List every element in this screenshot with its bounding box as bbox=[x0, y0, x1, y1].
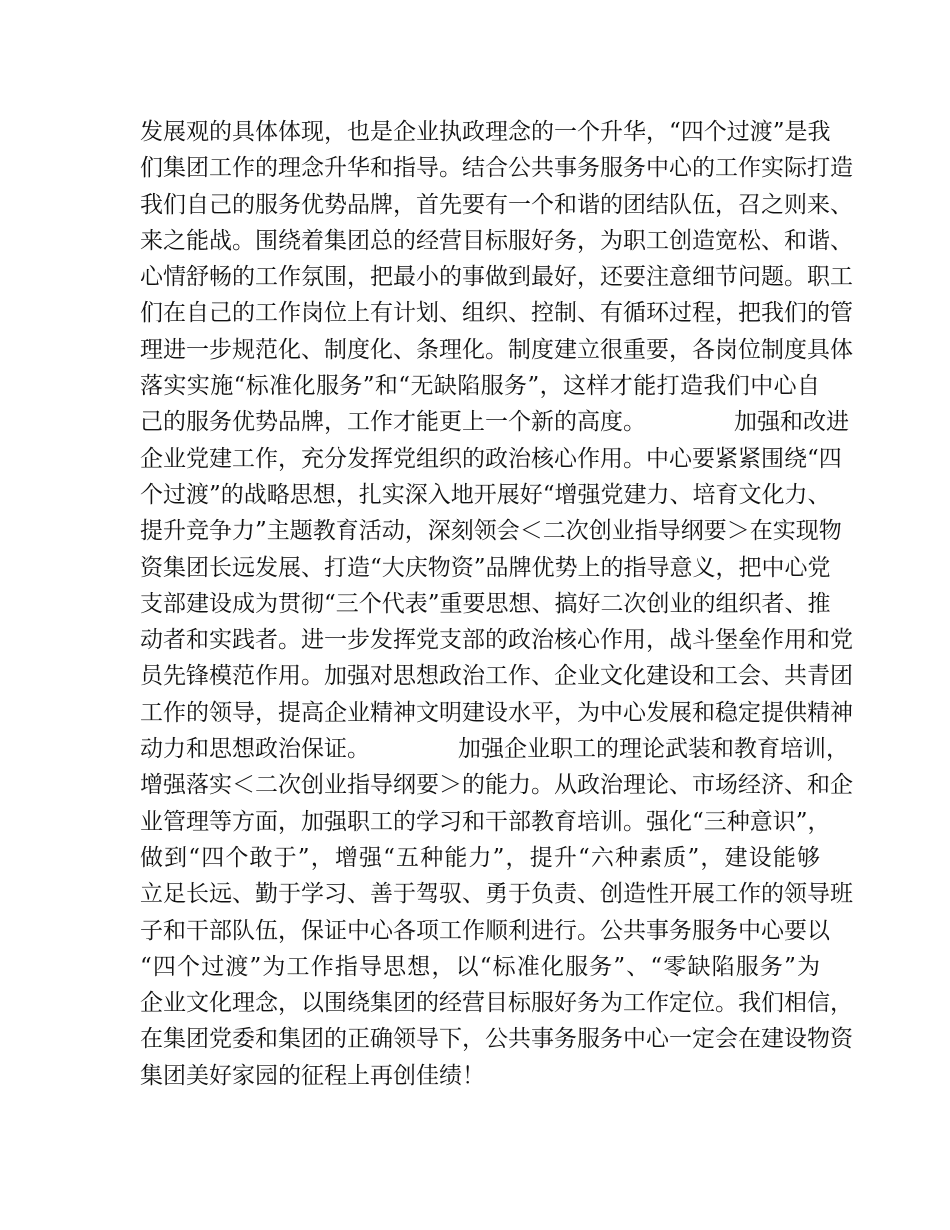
text-line: 们集团工作的理念升华和指导。结合公共事务服务中心的工作实际打造 bbox=[140, 155, 853, 182]
text-line: 增强落实＜二次创业指导纲要＞的能力。从政治理论、市场经济、和企 bbox=[140, 772, 853, 799]
text-line: 发展观的具体体现，也是企业执政理念的一个升华，“四个过渡”是我 bbox=[140, 119, 831, 145]
text-line: 提升竞争力”主题教育活动，深刻领会＜二次创业指导纲要＞在实现物 bbox=[140, 518, 842, 545]
text-line: 业管理等方面，加强职工的学习和干部教育培训。强化“三种意识”， bbox=[140, 808, 831, 835]
section-lead-text: 加强企业职工的理论武装和教育培训， bbox=[458, 736, 849, 763]
text-line: 资集团长远发展、打造“大庆物资”品牌优势上的指导意义，把中心党 bbox=[140, 554, 831, 581]
text-line-last: 集团美好家园的征程上再创佳绩！ bbox=[140, 1062, 485, 1089]
section-lead-text: 加强和改进 bbox=[734, 409, 849, 436]
text-line: 落实实施“标准化服务”和“无缺陷服务”，这样才能打造我们中心自 bbox=[140, 373, 820, 400]
text-line: 我们自己的服务优势品牌，首先要有一个和谐的团结队伍，召之则来、 bbox=[140, 191, 853, 218]
text-line: 来之能战。围绕着集团总的经营目标服好务，为职工创造宽松、和谐、 bbox=[140, 227, 853, 254]
text-line: 动者和实践者。进一步发挥党支部的政治核心作用，战斗堡垒作用和党 bbox=[140, 627, 853, 654]
text-line: 子和干部队伍，保证中心各项工作顺利进行。公共事务服务中心要以 bbox=[140, 917, 830, 944]
text-line: 企业文化理念，以围绕集团的经营目标服好务为工作定位。我们相信， bbox=[140, 990, 853, 1017]
document-body bbox=[140, 114, 853, 1094]
text-line: 工作的领导，提高企业精神文明建设水平，为中心发展和稳定提供精神 bbox=[140, 699, 853, 726]
text-line: 员先锋模范作用。加强对思想政治工作、企业文化建设和工会、共青团 bbox=[140, 663, 853, 690]
text-line: 心情舒畅的工作氛围，把最小的事做到最好，还要注意细节问题。职工 bbox=[140, 264, 853, 291]
text-line: “四个过渡”为工作指导思想，以“标准化服务”、“零缺陷服务”为 bbox=[140, 953, 820, 980]
text-line: 理进一步规范化、制度化、条理化。制度建立很重要，各岗位制度具体 bbox=[140, 336, 853, 363]
paragraph-end-text: 动力和思想政治保证。 bbox=[140, 736, 370, 763]
text-line: 立足长远、勤于学习、善于驾驭、勇于负责、创造性开展工作的领导班 bbox=[140, 881, 853, 908]
text-line: 在集团党委和集团的正确领导下，公共事务服务中心一定会在建设物资 bbox=[140, 1026, 853, 1053]
text-line: 们在自己的工作岗位上有计划、组织、控制、有循环过程，把我们的管 bbox=[140, 300, 853, 327]
text-line-with-heading bbox=[140, 404, 849, 440]
text-line: 个过渡”的战略思想，扎实深入地开展好“增强党建力、培育文化力、 bbox=[140, 481, 831, 508]
text-line: 支部建设成为贯彻“三个代表”重要思想、搞好二次创业的组织者、推 bbox=[140, 590, 831, 617]
text-line: 企业党建工作，充分发挥党组织的政治核心作用。中心要紧紧围绕“四 bbox=[140, 445, 842, 472]
text-line: 做到“四个敢于”，增强“五种能力”，提升“六种素质”，建设能够 bbox=[140, 844, 820, 871]
paragraph-end-text: 己的服务优势品牌，工作才能更上一个新的高度。 bbox=[140, 409, 646, 436]
text-line-with-heading bbox=[140, 731, 849, 767]
